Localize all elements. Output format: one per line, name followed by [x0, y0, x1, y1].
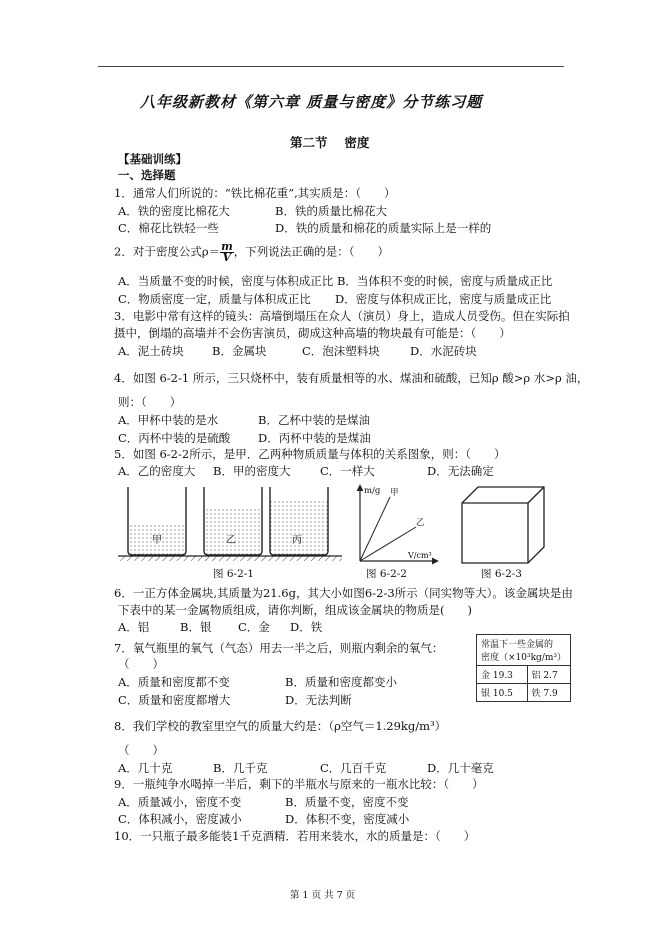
category-label: 【基础训练】 — [118, 152, 187, 166]
q6-option-d: D．铁 — [290, 620, 323, 634]
q4-option-d: D．丙杯中装的是煤油 — [258, 431, 371, 445]
q2-option-d: D．密度与体积成正比，密度与质量成正比 — [335, 292, 552, 306]
q5-option-c: C．一样大 — [320, 464, 375, 478]
q7-option-b: B．质量和密度都变小 — [285, 675, 397, 689]
q6-option-b: B．银 — [180, 620, 212, 634]
q9-option-d: D．体积不变，密度减小 — [285, 812, 410, 826]
q5-option-d: D．无法确定 — [427, 464, 494, 478]
part-label: 一、选择题 — [118, 168, 176, 182]
q9-stem: 9．一瓶纯争水喝掉一半后，剩下的半瓶水与原来的一瓶水比较：（ ） — [114, 777, 484, 791]
q10-stem: 10．一只瓶子最多能装1千克酒精．若用来装水，水的质量是：（ ） — [114, 829, 476, 843]
q2-stem-pre: 2．对于密度公式ρ＝ — [114, 244, 221, 259]
q4-stem-line1: 4．如图 6-2-1 所示，三只烧杯中，装有质量相等的水、煤油和硫酸，已知ρ 酸>ρ 水>ρ 油， — [114, 371, 589, 385]
q4-stem-line2: 则：（ ） — [118, 395, 182, 409]
table-header: 常温下一些金属的 密度（×10³kg/m³） — [477, 635, 571, 666]
table-cell: 银 10.5 — [477, 684, 528, 702]
q1-option-a: A．铁的密度比棉花大 — [118, 204, 230, 218]
q3-stem-line2: 摄中，倒塌的高墙并不会伤害演员，砌成这种高墙的物块最有可能是：（ ） — [114, 326, 511, 340]
figure-cube — [458, 483, 548, 565]
figure-beakers — [118, 485, 342, 565]
q2-option-c: C．物质密度一定，质量与体积成正比 — [118, 292, 311, 306]
q7-option-a: A．质量和密度都不变 — [118, 675, 230, 689]
q9-option-c: C．体积减小，密度减小 — [118, 812, 242, 826]
q1-option-b: B．铁的质量比棉花大 — [275, 204, 387, 218]
page-title: 八年级新教材《第六章 质量与密度》分节练习题 — [140, 93, 483, 111]
q3-option-b: B．金属块 — [212, 344, 267, 358]
q1-stem: 1．通常人们所说的：“铁比棉花重”,其实质是：（ ） — [114, 186, 396, 200]
beaker-2-liquid — [204, 509, 262, 555]
q7-stem: 7．氧气瓶里的氧气（气态）用去一半之后，则瓶内剩余的氧气： — [114, 641, 444, 655]
formula-denominator: V — [222, 251, 232, 264]
q4-option-a: A．甲杯中装的是水 — [118, 413, 219, 427]
figure-mass-volume-graph — [352, 483, 440, 565]
q7-blank: （ ） — [118, 657, 164, 671]
q8-option-a: A．几十克 — [118, 761, 173, 775]
q8-option-d: D．几十毫克 — [427, 761, 494, 775]
q8-option-b: B．几千克 — [213, 761, 268, 775]
q4-option-b: B．乙杯中装的是煤油 — [258, 413, 370, 427]
q7-option-c: C．质量和密度都增大 — [118, 693, 231, 707]
cup-label-1: 甲 — [152, 535, 162, 546]
q1-option-d: D．铁的质量和棉花的质量实际上是一样的 — [275, 221, 492, 235]
table-cell: 铝 2.7 — [527, 666, 570, 684]
table-cell: 铁 7.9 — [527, 684, 570, 702]
q8-stem: 8．我们学校的教室里空气的质量大约是：（ρ空气＝1.29kg/m³） — [114, 719, 447, 733]
q6-stem-line2: 下表中的某一金属物质组成，请你判断，组成该金属块的物质是( ) — [118, 603, 472, 617]
q1-option-c: C．棉花比铁轻一些 — [118, 221, 219, 235]
graph-y-label: m/g — [364, 486, 381, 496]
q3-option-d: D．水泥砖块 — [410, 344, 477, 358]
density-formula-fraction — [220, 242, 234, 263]
q9-option-a: A．质量减小，密度不变 — [118, 795, 242, 809]
q9-option-b: B．质量不变，密度不变 — [285, 795, 409, 809]
q2-stem — [114, 242, 389, 263]
graph-line-label-jia: 甲 — [390, 488, 399, 498]
q2-option-ab: A．当质量不变的时候，密度与体积成正比 B．当体积不变的时候，密度与质量成正比 — [118, 274, 553, 288]
q3-option-a: A．泥土砖块 — [118, 344, 184, 358]
page-footer: 第 1 页 共 7 页 — [290, 890, 356, 901]
graph-line-label-yi: 乙 — [416, 518, 425, 528]
header-rule — [98, 66, 564, 67]
table-surface — [118, 556, 342, 561]
cup-label-3: 丙 — [292, 535, 302, 546]
q6-option-a: A．铝 — [118, 620, 150, 634]
q5-option-b: B．甲的密度大 — [213, 464, 291, 478]
table-cell: 金 19.3 — [477, 666, 528, 684]
q4-option-c: C．丙杯中装的是硫酸 — [118, 431, 231, 445]
section-title: 第二节 密度 — [290, 135, 370, 150]
q8-blank: （ ） — [118, 743, 164, 757]
metal-density-table — [476, 634, 571, 702]
q3-option-c: C．泡沫塑料块 — [302, 344, 380, 358]
cup-label-2: 乙 — [226, 535, 236, 546]
q6-option-c: C．金 — [238, 620, 270, 634]
q2-stem-post: ，下列说法正确的是：（ ） — [233, 244, 389, 259]
figure-6-2-2-caption: 图 6-2-2 — [366, 568, 407, 580]
figure-6-2-1-caption: 图 6-2-1 — [213, 568, 254, 580]
beaker-3-liquid — [270, 499, 328, 555]
q8-option-c: C．几百千克 — [320, 761, 387, 775]
q6-stem-line1: 6．一正方体金属块,其质量为21.6g，其大小如图6-2-3所示（同实物等大）。该金属块是由 — [114, 586, 573, 600]
q5-stem: 5．如图 6-2-2所示，是甲．乙两种物质质量与体积的关系图象，则：（ ） — [114, 447, 506, 461]
graph-x-label: V/cm³ — [408, 551, 432, 560]
q5-option-a: A．乙的密度大 — [118, 464, 196, 478]
figure-6-2-3-caption: 图 6-2-3 — [481, 568, 522, 580]
formula-numerator: m — [221, 240, 233, 253]
q7-option-d: D．无法判断 — [285, 693, 352, 707]
q3-stem-line1: 3．电影中常有这样的镜头：高墙倒塌压在众人（演员）身上，造成人员受伤。但在实际拍 — [114, 309, 570, 323]
